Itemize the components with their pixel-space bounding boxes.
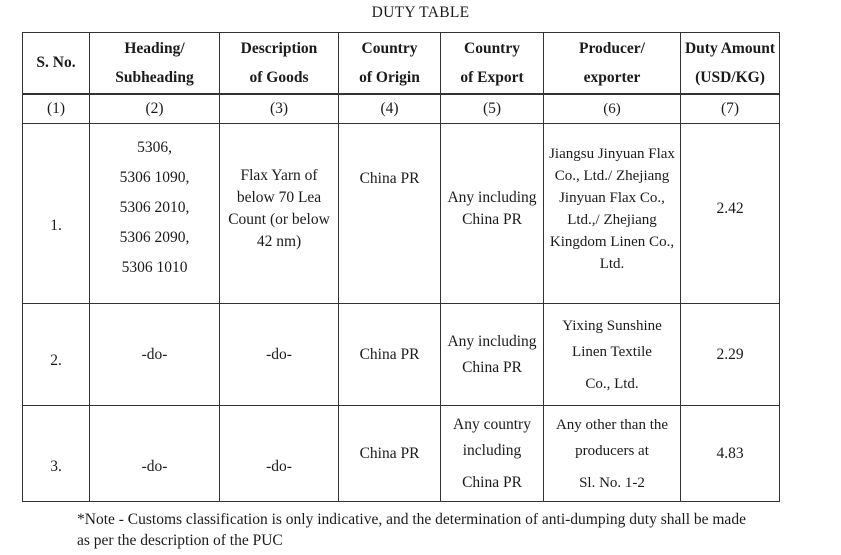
cell-r3-heading (90, 406, 220, 502)
text-paragraph: China PR (359, 169, 420, 187)
table-row-1 (23, 124, 780, 304)
text-paragraph: (4) (380, 99, 399, 117)
footnote (77, 509, 777, 551)
col-header-export (441, 33, 544, 94)
table-header-row (23, 33, 780, 94)
col-header-origin (339, 33, 441, 94)
text-paragraph: China PR (462, 473, 522, 491)
text-paragraph: (3) (269, 99, 289, 117)
cell-r1-duty (681, 124, 780, 304)
text-paragraph: 2. (50, 351, 62, 369)
cell-r1-heading (90, 124, 220, 304)
duty-table (22, 32, 780, 502)
col-index-3 (220, 94, 339, 124)
cell-r1-description (220, 124, 339, 304)
table-row-3 (23, 406, 780, 502)
cell-r3-description (220, 406, 339, 502)
duty-table-head (23, 33, 780, 124)
text-paragraph: 1. (50, 216, 62, 234)
text-paragraph: Any including China PR (447, 332, 537, 376)
cell-r3-sno (23, 406, 90, 502)
text-paragraph: 5306, 5306 1090, 5306 2010, 5306 2090, 5306 1010 (119, 138, 190, 276)
text-paragraph: (5) (482, 99, 502, 117)
col-index-1 (23, 94, 90, 124)
cell-r2-heading (90, 304, 220, 406)
text-paragraph: -do- (141, 457, 168, 475)
cell-r2-origin (339, 304, 441, 406)
text-paragraph: Heading/ Subheading (115, 39, 194, 86)
text-paragraph: Description of Goods (240, 39, 318, 86)
text-paragraph: Producer/ exporter (578, 39, 645, 86)
text-paragraph: 2.42 (716, 199, 744, 217)
col-header-description (220, 33, 339, 94)
text-paragraph: Country of Export (460, 39, 524, 86)
text-paragraph: -do- (266, 457, 292, 475)
col-index-6 (544, 94, 681, 124)
text-paragraph: 2.29 (716, 345, 744, 363)
cell-r2-sno (23, 304, 90, 406)
text-paragraph: (1) (46, 99, 66, 117)
text-paragraph: Duty Amount (USD/KG) (684, 39, 775, 86)
text-paragraph: Yixing Sunshine Linen Textile (562, 317, 662, 360)
cell-r2-description (220, 304, 339, 406)
text-paragraph: 4.83 (716, 444, 744, 462)
text-paragraph: -do- (141, 345, 168, 363)
cell-r1-origin (339, 124, 441, 304)
col-index-7 (681, 94, 780, 124)
cell-r1-producer (544, 124, 681, 304)
col-index-2 (90, 94, 220, 124)
text-paragraph: Jiangsu Jinyuan Flax Co., Ltd./ Zhejiang Jinyuan Flax Co., Ltd.,/ Zhejiang Kingdom Linen Co., Ltd. (549, 145, 675, 272)
col-index-5 (441, 94, 544, 124)
cell-r1-export (441, 124, 544, 304)
col-header-duty (681, 33, 780, 94)
cell-r3-duty (681, 406, 780, 502)
text-paragraph: (7) (720, 99, 740, 117)
cell-r2-duty (681, 304, 780, 406)
table-row-2 (23, 304, 780, 406)
text-paragraph: China PR (359, 444, 420, 462)
text-paragraph: Any other than the producers at (555, 416, 669, 459)
text-paragraph: Country of Origin (359, 39, 420, 86)
col-header-producer (544, 33, 681, 94)
cell-r2-producer (544, 304, 681, 406)
col-header-heading (90, 33, 220, 94)
duty-table-body (23, 124, 780, 502)
text-paragraph: Co., Ltd. (585, 375, 639, 392)
cell-r3-producer (544, 406, 681, 502)
cell-r2-export (441, 304, 544, 406)
column-index-row (23, 94, 780, 124)
cell-r3-origin (339, 406, 441, 502)
text-paragraph: Any including China PR (447, 188, 537, 228)
text-paragraph: Sl. No. 1-2 (579, 474, 645, 491)
text-paragraph: (2) (145, 99, 164, 117)
col-index-4 (339, 94, 441, 124)
text-paragraph: 3. (50, 457, 62, 475)
text-paragraph: *Note - Customs classification is only indicative, and the determination of anti-dumping duty shall be made as per the description of the PUC (77, 511, 746, 549)
cell-r3-export (441, 406, 544, 502)
col-header-s-no (23, 33, 90, 94)
text-paragraph: -do- (266, 345, 292, 363)
text-paragraph: S. No. (36, 54, 76, 72)
page-title: DUTY TABLE (371, 4, 470, 21)
cell-r1-sno (23, 124, 90, 304)
text-paragraph: Flax Yarn of below 70 Lea Count (or below 42 nm) (228, 166, 330, 250)
text-paragraph: China PR (359, 345, 420, 363)
text-paragraph: Any country including (453, 415, 531, 459)
text-paragraph: (6) (603, 100, 621, 117)
